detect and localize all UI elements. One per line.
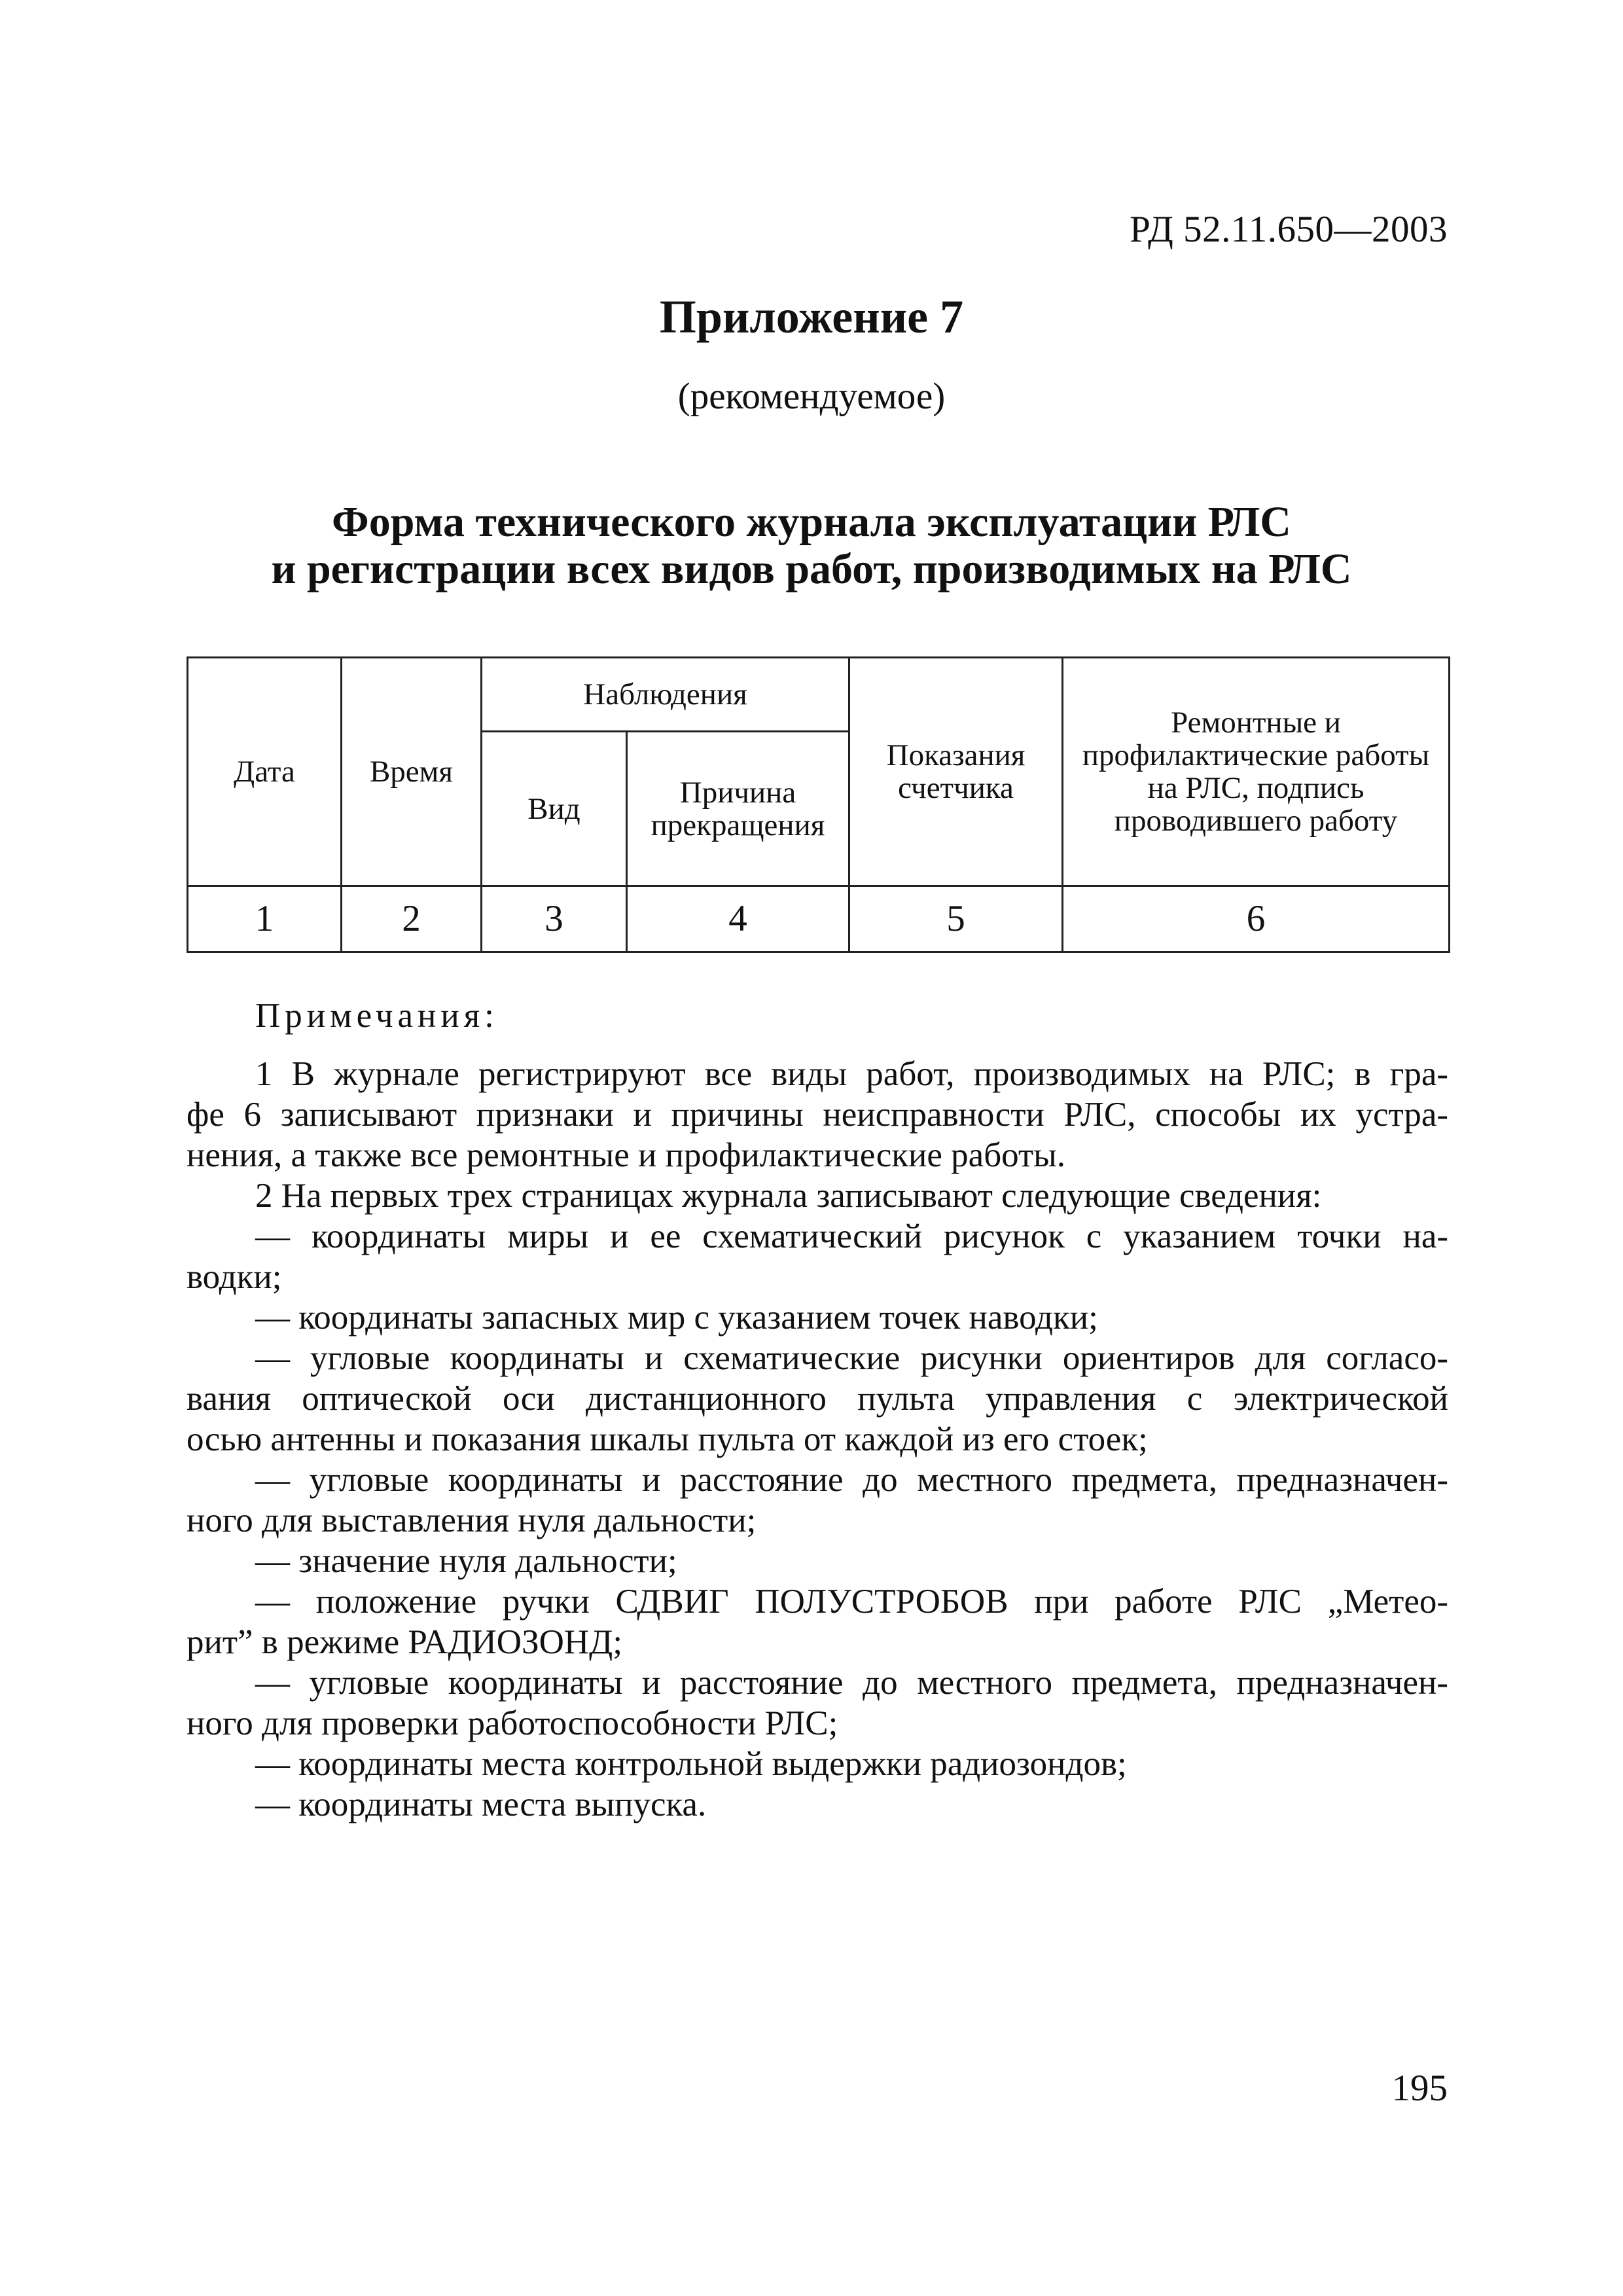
- header-stop-reason: Причина прекращения: [627, 732, 849, 886]
- notes-line: — угловые координаты и расстояние до местного предмета, предназначен-: [255, 1461, 1448, 1499]
- header-counter-readings: Показания счетчика: [849, 658, 1063, 886]
- page-number: 195: [1391, 2068, 1448, 2109]
- document-code: РД 52.11.650—2003: [1130, 209, 1448, 250]
- notes-line: — координаты миры и ее схематический рисунок с указанием точки на-: [255, 1217, 1448, 1255]
- header-date: Дата: [188, 658, 342, 886]
- journal-form-table: [187, 656, 1450, 953]
- notes-line: — координаты запасных мир с указанием точек наводки;: [255, 1299, 1098, 1336]
- notes-line: — координаты места выпуска.: [255, 1785, 707, 1823]
- header-observations: Наблюдения: [482, 658, 849, 732]
- header-repair-works: Ремонтные и профилактические работы на РЛС, подпись проводившего работу: [1063, 658, 1450, 886]
- notes-line: нения, а также все ремонтные и профилактические работы.: [187, 1136, 1065, 1174]
- notes-line: фе 6 записывают признаки и причины неисправности РЛС, способы их устра-: [187, 1096, 1448, 1134]
- column-number: 5: [849, 886, 1063, 952]
- form-title: [0, 499, 1623, 593]
- table-number-row: [188, 886, 1450, 952]
- notes-line: 1 В журнале регистрируют все виды работ, производимых на РЛС; в гра-: [255, 1055, 1448, 1093]
- notes-line: — угловые координаты и расстояние до местного предмета, предназначен-: [255, 1664, 1448, 1702]
- notes-body: [187, 1054, 1448, 1825]
- form-title-line-2: и регистрации всех видов работ, производимых на РЛС: [271, 545, 1352, 593]
- form-title-line-1: Форма технического журнала эксплуатации РЛС: [332, 498, 1291, 546]
- notes-line: — координаты места контрольной выдержки радиозондов;: [255, 1745, 1127, 1783]
- notes-line: осью антенны и показания шкалы пульта от каждой из его стоек;: [187, 1420, 1148, 1458]
- column-number: 2: [342, 886, 482, 952]
- header-observation-kind: Вид: [482, 732, 627, 886]
- notes-line: ного для проверки работоспособности РЛС;: [187, 1704, 838, 1742]
- notes-line: ного для выставления нуля дальности;: [187, 1501, 757, 1539]
- header-time: Время: [342, 658, 482, 886]
- notes-line: — значение нуля дальности;: [255, 1542, 677, 1580]
- notes-line: рит” в режиме РАДИОЗОНД;: [187, 1623, 623, 1661]
- notes-line: водки;: [187, 1258, 282, 1296]
- column-number: 1: [188, 886, 342, 952]
- table-header-row: [188, 658, 1450, 732]
- notes-heading: Примечания:: [255, 997, 499, 1035]
- notes-line: — угловые координаты и схематические рисунки ориентиров для согласо-: [255, 1339, 1448, 1377]
- appendix-subtitle: (рекомендуемое): [677, 376, 946, 417]
- notes-line: 2 На первых трех страницах журнала записывают следующие сведения:: [255, 1177, 1322, 1215]
- notes-line: — положение ручки СДВИГ ПОЛУСТРОБОВ при работе РЛС „Метео-: [255, 1583, 1448, 1621]
- column-number: 4: [627, 886, 849, 952]
- notes-line: вания оптической оси дистанционного пульта управления с электрической: [187, 1380, 1448, 1418]
- appendix-title: Приложение 7: [659, 291, 964, 343]
- column-number: 3: [482, 886, 627, 952]
- column-number: 6: [1063, 886, 1450, 952]
